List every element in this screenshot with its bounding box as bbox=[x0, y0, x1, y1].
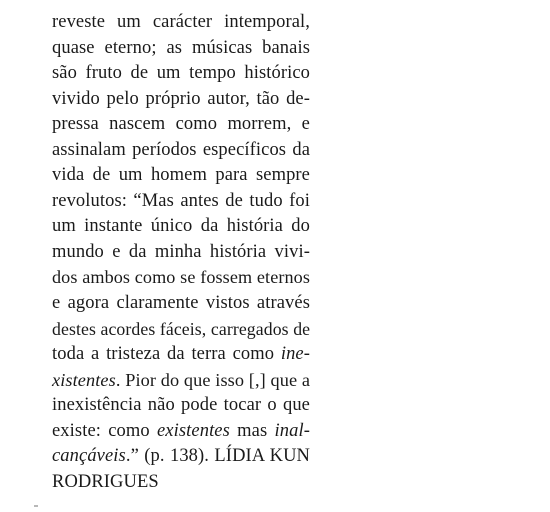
text-segment: revolutos: “Mas antes de tudo foi bbox=[52, 190, 310, 211]
text-line bbox=[52, 342, 310, 368]
text-segment: assinalam períodos específicos da bbox=[52, 139, 310, 160]
text-line bbox=[52, 112, 310, 138]
text-line bbox=[52, 265, 310, 291]
text-segment: RODRIGUES bbox=[52, 471, 159, 492]
text-line bbox=[52, 10, 310, 36]
text-line bbox=[52, 419, 310, 445]
text-segment: mas bbox=[229, 420, 275, 441]
text-segment: vivido pelo próprio autor, tão de- bbox=[52, 88, 310, 109]
text-segment: e agora claramente vistos através bbox=[52, 293, 310, 314]
text-line bbox=[52, 61, 310, 87]
text-line bbox=[52, 163, 310, 189]
text-segment: . Pior do que isso [,] que a bbox=[115, 369, 311, 390]
text-segment: dos ambos como se fossem eternos bbox=[52, 267, 310, 288]
text-segment: reveste um carácter intemporal, bbox=[52, 12, 310, 32]
text-line bbox=[52, 393, 310, 419]
text-segment: um instante único da história do bbox=[52, 216, 310, 237]
italic-text: ine- bbox=[280, 344, 310, 365]
italic-text: cançáveis bbox=[52, 446, 126, 467]
text-line bbox=[52, 87, 310, 113]
text-line bbox=[52, 470, 310, 496]
scan-speck bbox=[34, 505, 38, 507]
text-segment: destes acordes fáceis, carregados de bbox=[52, 318, 311, 339]
text-segment: quase eterno; as músicas banais bbox=[52, 37, 310, 58]
text-line bbox=[52, 214, 310, 240]
text-segment: .” (p. 138). LÍDIA KUN bbox=[125, 446, 310, 467]
text-segment: existe: como bbox=[52, 420, 157, 441]
text-column bbox=[52, 10, 310, 495]
text-line bbox=[52, 36, 310, 62]
text-segment: inexistência não pode tocar o que bbox=[52, 395, 310, 416]
text-segment: são fruto de um tempo histórico bbox=[52, 63, 310, 84]
text-line bbox=[52, 291, 310, 317]
text-line bbox=[52, 240, 310, 266]
text-line bbox=[52, 368, 310, 394]
text-segment: vida de um homem para sempre bbox=[52, 165, 310, 186]
text-line bbox=[52, 138, 310, 164]
text-line bbox=[52, 444, 310, 470]
text-segment: pressa nascem como morrem, e bbox=[52, 114, 310, 135]
text-segment: toda a tristeza da terra como bbox=[52, 344, 281, 365]
italic-text: existentes bbox=[157, 420, 230, 441]
text-line bbox=[52, 317, 310, 343]
italic-text: inal- bbox=[274, 420, 310, 441]
text-line bbox=[52, 189, 310, 215]
italic-text: xistentes bbox=[52, 369, 116, 390]
text-segment: mundo e da minha história vivi- bbox=[52, 241, 310, 262]
